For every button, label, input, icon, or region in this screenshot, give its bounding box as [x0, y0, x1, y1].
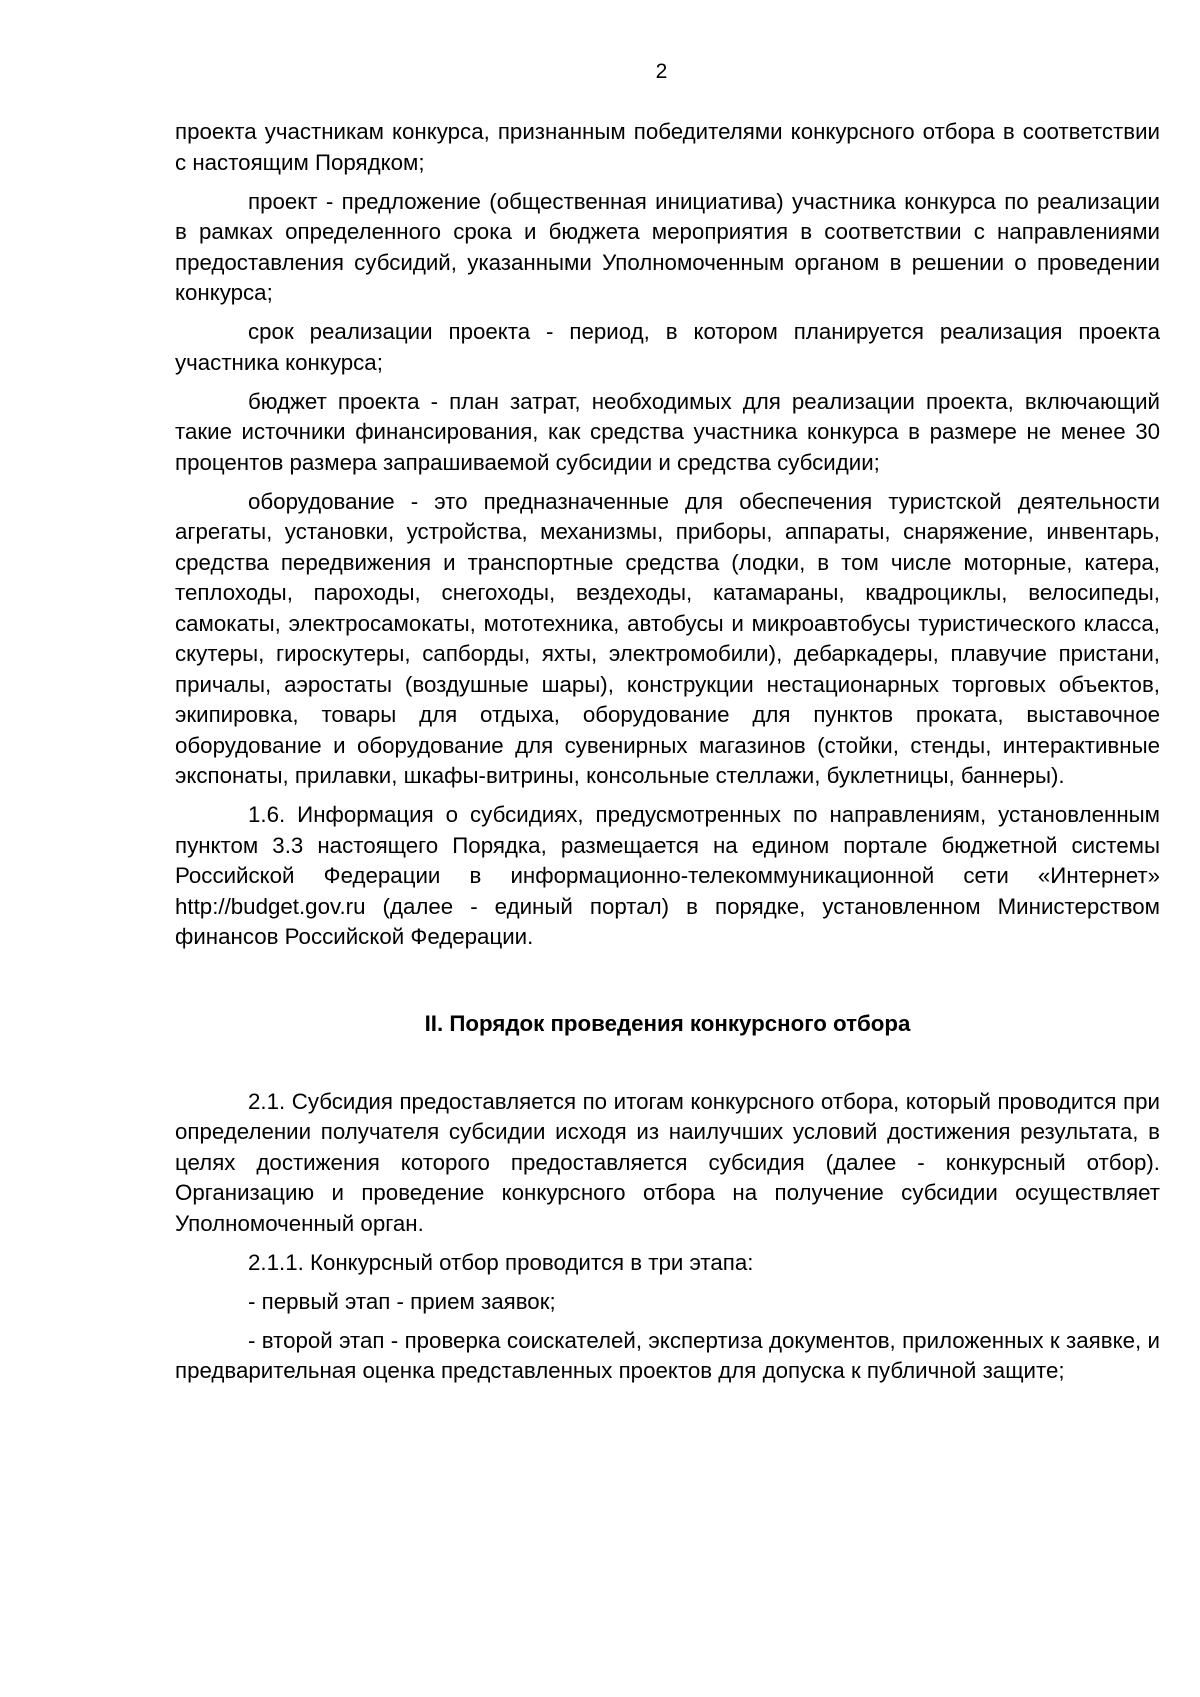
document-body — [175, 117, 1160, 1395]
section-heading: II. Порядок проведения конкурсного отбора — [424, 1010, 911, 1036]
page-number: 2 — [655, 60, 668, 83]
paragraph: 2.1. Субсидия предоставляется по итогам конкурсного отбора, который проводится при определении получателя субсидии исходя из наилучших условий достижения результата, в целях достижения которого предоставляется субсидия (далее - конкурсный отбор). Организацию и проведение конкурсного отбора на получение субсидии осуществляет Уполномоченный орган. — [175, 1088, 1160, 1236]
paragraph: проекта участникам конкурса, признанным победителями конкурсного отбора в соответствии с настоящим Порядком; — [175, 119, 1160, 175]
paragraph: бюджет проекта - план затрат, необходимых для реализации проекта, включающий такие источники финансирования, как средства участника конкурса в размере не менее 30 процентов размера запрашиваемой субсидии и средства субсидии; — [175, 388, 1160, 475]
paragraph: 1.6. Информация о субсидиях, предусмотренных по направлениям, установленным пунктом 3.3 настоящего Порядка, размещается на едином портале бюджетной системы Российской Федерации в информационно-телекоммуникационной сети «Интернет» http://budget.gov.ru (далее - единый портал) в порядке, установленном Министерством финансов Российской Федерации. — [175, 802, 1160, 949]
paragraph: 2.1.1. Конкурсный отбор проводится в три этапа: — [248, 1249, 754, 1275]
list-item: - первый этап - прием заявок; — [248, 1288, 556, 1314]
list-item: - второй этап - проверка соискателей, экспертиза документов, приложенных к заявке, и предварительная оценка представленных проектов для допуска к публичной защите; — [175, 1327, 1160, 1383]
paragraph: оборудование - это предназначенные для обеспечения туристской деятельности агрегаты, установки, устройства, механизмы, приборы, аппараты, снаряжение, инвентарь, средства передвижения и транспортные средства (лодки, в том числе моторные, катера, теплоходы, пароходы, снегоходы, вездеходы, катамараны, квадроциклы, велосипеды, самокаты, электросамокаты, мототехника, автобусы и микроавтобусы туристического класса, скутеры, гироскутеры, сапборды, яхты, электромобили), дебаркадеры, плавучие пристани, причалы, аэростаты (воздушные шары), конструкции нестационарных торговых объектов, экипировка, товары для отдыха, оборудование для пунктов проката, выставочное оборудование и оборудование для сувенирных магазинов (стойки, стенды, интерактивные экспонаты, прилавки, шкафы-витрины, консольные стеллажи, буклетницы, баннеры). — [175, 488, 1160, 788]
paragraph: проект - предложение (общественная инициатива) участника конкурса по реализации в рамках определенного срока и бюджета мероприятия в соответствии с направлениями предоставления субсидий, указанными Уполномоченным органом в решении о проведении конкурса; — [175, 188, 1160, 305]
paragraph: срок реализации проекта - период, в котором планируется реализация проекта участника конкурса; — [175, 319, 1160, 375]
